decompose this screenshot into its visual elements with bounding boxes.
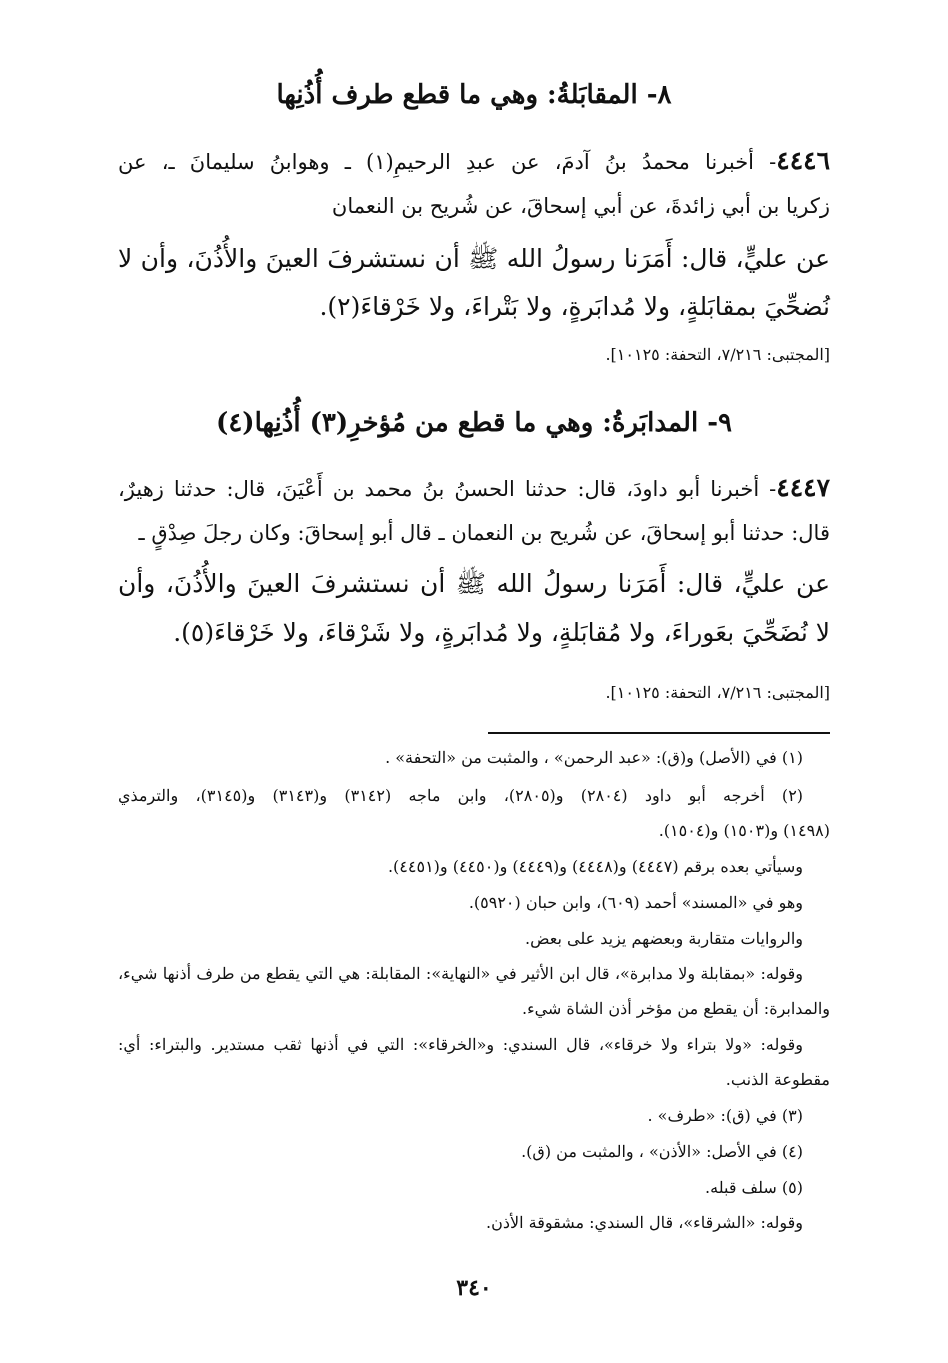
section-9-heading: ٩- المدابَرةُ: وهي ما قطع من مُؤخرِ(٣) أُذُنِها(٤) — [216, 408, 732, 438]
footnote-2-cont: (١٤٩٨) و(١٥٠٣) و(١٥٠٤). — [658, 821, 830, 840]
hadith-4447-isnad-line1 — [118, 473, 830, 502]
hadith-4447-matn-line2: لا نُضَحِّيَ بعَوراءَ، ولا مُقابَلةٍ، ولا مُدابَرةٍ، ولا شَرْقاءَ، ولا خَرْقاءَ(٥). — [173, 618, 830, 647]
hadith-4447-matn-line1: عن عليٍّ، قال: أَمَرَنا رسولُ الله ﷺ أن نستشرفَ العينَ والأُذُنَ، وأن — [118, 569, 830, 598]
hadith-4446-matn-line1: عن عليٍّ، قال: أَمَرَنا رسولُ الله ﷺ أن نستشرفَ العينَ والأُذُنَ، وأن لا — [118, 244, 830, 273]
footnote-2-line: والمدابرة: أن يقطع من مؤخر أذن الشاة شيء. — [521, 999, 830, 1018]
section-8-heading: ٨- المقابَلةُ: وهي ما قطع طرف أُذُنِها — [276, 80, 672, 110]
footnote-2-line: وهو في «المسند» أحمد (٦٠٩)، وابن حبان (٥٩٢٠). — [468, 893, 803, 912]
hadith-number: ٤٤٤٦ — [776, 146, 830, 175]
footnote-4: (٤) في الأصل: «الأذن» ، والمثبت من (ق). — [521, 1142, 803, 1161]
hadith-number: ٤٤٤٧ — [776, 473, 830, 502]
footnote-3: (٣) في (ق): «طرف» . — [647, 1106, 803, 1125]
hadith-4446-reference: [المجتبى: ٧/٢١٦، التحفة: ١٠١٢٥]. — [605, 345, 830, 364]
isnad-text: - أخبرنا أبو داودَ، قال: حدثنا الحسنُ بنُ محمد بن أَعْيَنَ، قال: حدثنا زهيرٌ، — [118, 477, 777, 501]
footnote-2-line: وسيأتي بعده برقم (٤٤٤٧) و(٤٤٤٨) و(٤٤٤٩) و(٤٤٥٠) و(٤٤٥١). — [387, 857, 803, 876]
page-number: ٣٤٠ — [456, 1275, 492, 1301]
hadith-4447-reference: [المجتبى: ٧/٢١٦، التحفة: ١٠١٢٥]. — [605, 683, 830, 702]
hadith-4446-isnad-line1 — [118, 146, 830, 175]
footnote-separator — [488, 732, 830, 734]
footnote-2: (٢) أخرجه أبو داود (٢٨٠٤) و(٢٨٠٥)، وابن ماجه (٣١٤٢) و(٣١٤٣) و(٣١٤٥)، والترمذي — [118, 786, 804, 805]
footnote-2-line: وقوله: «ولا بتراء ولا خرقاء»، قال السندي: و«الخرقاء»: التي في أذنها ثقب مستدير. والبتراء: أي: — [118, 1035, 803, 1054]
hadith-4446-isnad-line2: زكريا بن أبي زائدةَ، عن أبي إسحاقَ، عن شُريح بن النعمان — [331, 194, 830, 218]
footnote-2-line: مقطوعة الذنب. — [725, 1070, 830, 1089]
footnote-2-line: وقوله: «بمقابلة ولا مدابرة»، قال ابن الأثير في «النهاية»: المقابلة: هي التي يقطع من طرف أذنها شيء، — [118, 964, 803, 983]
footnote-5: (٥) سلف قبله. — [705, 1178, 803, 1197]
footnote-1: (١) في (الأصل) و(ق): «عبد الرحمن» ، والمثبت من «التحفة» . — [385, 748, 803, 767]
isnad-text: - أخبرنا محمدُ بنُ آدمَ، عن عبدِ الرحيمِ(١) ـ وهوابنُ سليمانَ ـ، عن — [118, 150, 777, 174]
hadith-4446-matn-line2: نُضحِّيَ بمقابَلةٍ، ولا مُدابَرةٍ، ولا بَتْراءَ، ولا خَرْقاءَ(٢). — [319, 292, 830, 321]
footnote-2-line: والروايات متقاربة وبعضهم يزيد على بعض. — [525, 929, 803, 948]
footnote-5-line: وقوله: «الشرقاء»، قال السندي: مشقوقة الأذن. — [486, 1213, 803, 1232]
hadith-4447-isnad-line2: قال: حدثنا أبو إسحاقَ، عن شُريح بن النعمان ـ قال أبو إسحاقَ: وكان رجلَ صِدْقٍ ـ — [138, 521, 830, 545]
